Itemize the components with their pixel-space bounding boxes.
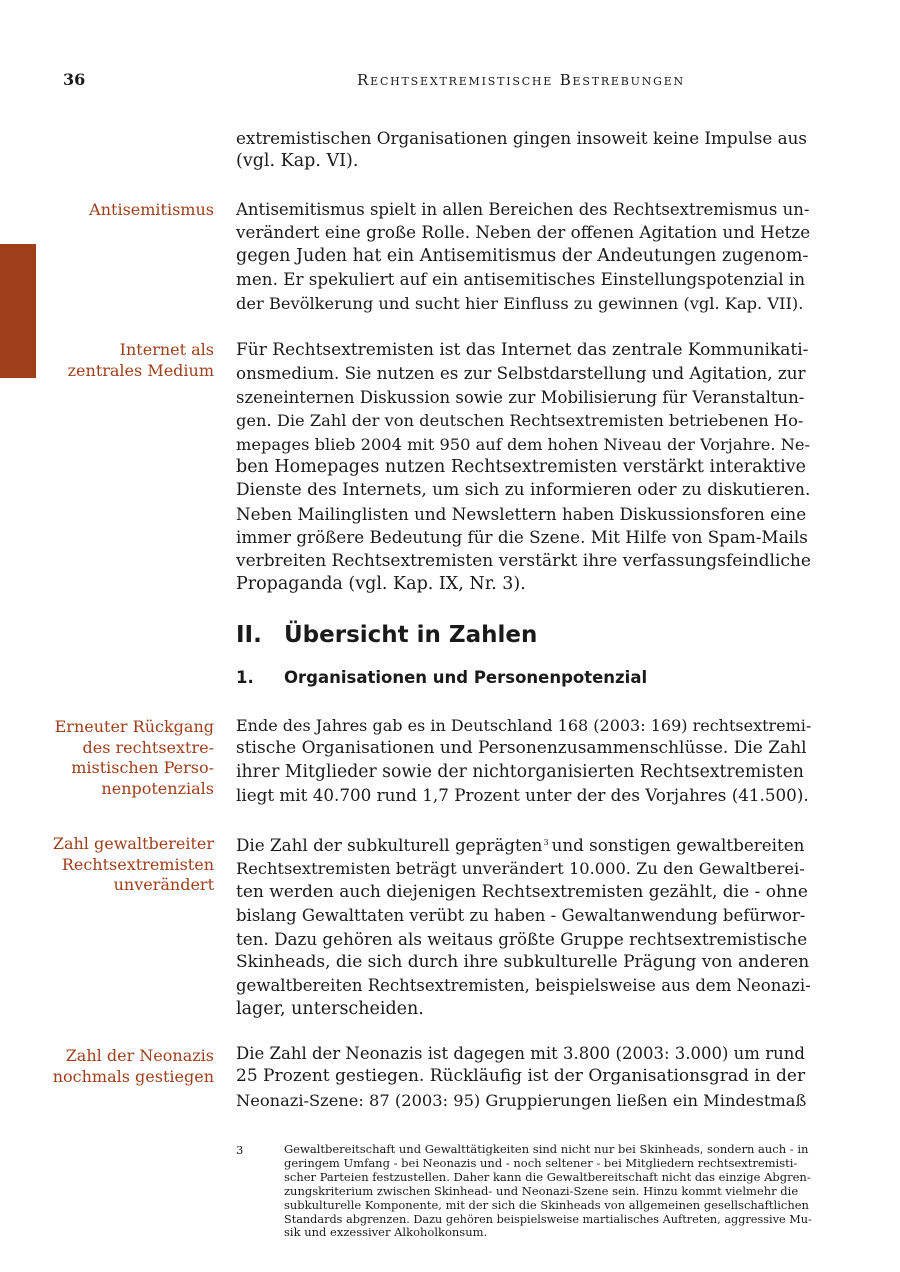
footnote-text — [284, 1143, 814, 1240]
footnote-line: zungskriterium zwischen Skinhead- und Neonazi-Szene sein. Hinzu kommt vielmehr die — [284, 1183, 799, 1198]
margin-note-line: Rechtsextremisten — [61, 854, 214, 874]
margin-note-neonazis — [44, 1046, 214, 1087]
text-line: (vgl. Kap. VI). — [236, 151, 359, 172]
paragraph-internet — [236, 339, 811, 596]
text-line: Antisemitismus spielt in allen Bereichen des Rechtsextremismus un- — [236, 200, 810, 219]
text-line: immer größere Bedeutung für die Szene. Mit Hilfe von Spam-Mails — [236, 527, 808, 548]
section-title: Übersicht in Zahlen — [284, 622, 538, 648]
text-line: verändert eine große Rolle. Neben der offenen Agitation und Hetze — [236, 222, 811, 243]
text-line: ten werden auch diejenigen Rechtsextremisten gezählt, die - ohne — [236, 881, 808, 902]
margin-note-line: Antisemitismus — [89, 200, 214, 219]
text-fragment: und sonstigen gewaltbereiten — [551, 835, 805, 855]
margin-note-internet — [44, 340, 214, 381]
text-line: men. Er spekuliert auf ein antisemitisches Einstellungspotenzial in — [236, 269, 806, 290]
text-line: Die Zahl der Neonazis ist dagegen mit 3.800 (2003: 3.000) um rund — [236, 1044, 805, 1063]
footnote-line: sik und exzessiver Alkoholkonsum. — [284, 1225, 488, 1240]
text-line: der Bevölkerung und sucht hier Einfluss zu gewinnen (vgl. Kap. VII). — [236, 293, 804, 313]
paragraph-neonazis — [236, 1042, 811, 1112]
text-line: gewaltbereiten Rechtsextremisten, beispielsweise aus dem Neonazi- — [236, 976, 811, 996]
margin-note-line: nochmals gestiegen — [52, 1066, 214, 1086]
text-line: bislang Gewalttaten verübt zu haben - Gewaltanwendung befürwor- — [236, 906, 806, 926]
footnote-line: Standards abgrenzen. Dazu gehören beispielsweise martialisches Auftreten, aggressive Mu- — [284, 1212, 812, 1226]
footnote-line: geringem Umfang - bei Neonazis und - noch seltener - bei Mitgliedern rechtsextremisti- — [284, 1155, 798, 1170]
margin-note-line: des rechtsextre- — [82, 737, 214, 757]
footnote-line: Gewaltbereitschaft und Gewalttätigkeiten sind nicht nur bei Skinheads, sondern auch - in — [284, 1142, 809, 1156]
text-line: Ende des Jahres gab es in Deutschland 168 (2003: 169) rechtsextremi- — [236, 716, 812, 735]
text-line: onsmedium. Sie nutzen es zur Selbstdarstellung und Agitation, zur — [236, 363, 806, 384]
text-line: Rechtsextremisten beträgt unverändert 10.000. Zu den Gewaltberei- — [236, 859, 805, 879]
text-line: gen. Die Zahl der von deutschen Rechtsextremisten betriebenen Ho- — [236, 411, 804, 431]
margin-note-gewaltbereit — [44, 834, 214, 896]
footnote-number: 3 — [236, 1143, 244, 1157]
margin-note-antisemitismus — [44, 200, 214, 221]
footnote-reference[interactable]: 3 — [543, 838, 549, 847]
margin-note-line: Zahl gewaltbereiter — [52, 834, 214, 853]
paragraph-continuation — [236, 127, 811, 174]
text-fragment: Die Zahl der subkulturell geprägten — [236, 835, 543, 855]
text-line: Skinheads, die sich durch ihre subkulturelle Prägung von anderen — [236, 952, 810, 973]
subsection-number: 1. — [236, 668, 254, 687]
margin-note-line: Zahl der Neonazis — [65, 1046, 214, 1065]
margin-note-rueckgang — [44, 717, 214, 799]
paragraph-personenpotenzial — [236, 714, 811, 808]
text-line: ben Homepages nutzen Rechtsextremisten verstärkt interaktive — [236, 457, 807, 478]
text-line: liegt mit 40.700 rund 1,7 Prozent unter der des Vorjahres (41.500). — [236, 785, 809, 806]
page-number: 36 — [63, 70, 86, 89]
text-line: szeneinternen Diskussion sowie zur Mobilisierung für Veranstaltun- — [236, 387, 805, 407]
paragraph-gewaltbereit — [236, 831, 811, 1021]
margin-note-line: nenpotenzials — [101, 778, 214, 798]
subsection-heading — [236, 668, 647, 687]
text-line: Neonazi-Szene: 87 (2003: 95) Gruppierungen ließen ein Mindestmaß — [236, 1090, 807, 1110]
text-line: Propaganda (vgl. Kap. IX, Nr. 3). — [236, 574, 526, 595]
margin-note-line: unverändert — [113, 875, 214, 894]
margin-note-line: Internet als — [119, 340, 214, 359]
section-heading — [236, 622, 537, 648]
margin-note-line: mistischen Perso- — [71, 758, 214, 777]
chapter-tab-marker — [0, 244, 36, 378]
section-number: II. — [236, 622, 262, 648]
text-line — [236, 831, 811, 857]
text-line: Dienste des Internets, um sich zu informieren oder zu diskutieren. — [236, 480, 811, 501]
text-line: mepages blieb 2004 mit 950 auf dem hohen Niveau der Vorjahre. Ne- — [236, 434, 811, 454]
text-line: gegen Juden hat ein Antisemitismus der Andeutungen zugenom- — [236, 245, 809, 266]
text-line: Neben Mailinglisten und Newslettern haben Diskussionsforen eine — [236, 503, 807, 524]
text-line: ihrer Mitglieder sowie der nichtorganisierten Rechtsextremisten — [236, 761, 804, 782]
text-line: ten. Dazu gehören als weitaus größte Gruppe rechtsextremistische — [236, 928, 808, 949]
text-line: 25 Prozent gestiegen. Rückläufig ist der Organisationsgrad in der — [236, 1066, 806, 1087]
text-line: Für Rechtsextremisten ist das Internet das zentrale Kommunikati- — [236, 340, 809, 360]
text-line: verbreiten Rechtsextremisten verstärkt ihre verfassungsfeindliche — [236, 550, 811, 571]
paragraph-antisemitismus — [236, 198, 811, 315]
margin-note-line: Erneuter Rückgang — [54, 717, 214, 736]
text-line: extremistischen Organisationen gingen insoweit keine Impulse aus — [236, 128, 807, 148]
margin-note-line: zentrales Medium — [67, 360, 214, 380]
footnote-line: subkulturelle Komponente, mit der sich die Skinheads von allgemeinen gesellschaftlichen — [284, 1197, 809, 1212]
text-line: lager, unterscheiden. — [236, 998, 424, 1019]
footnote-line: scher Parteien festzustellen. Daher kann die Gewaltbereitschaft nicht das einzige Abgren- — [284, 1169, 811, 1184]
subsection-title: Organisationen und Personenpotenzial — [284, 668, 648, 687]
running-header: Rechtsextremistische Bestrebungen — [357, 71, 685, 89]
text-line: stische Organisationen und Personenzusammenschlüsse. Die Zahl — [236, 738, 807, 759]
